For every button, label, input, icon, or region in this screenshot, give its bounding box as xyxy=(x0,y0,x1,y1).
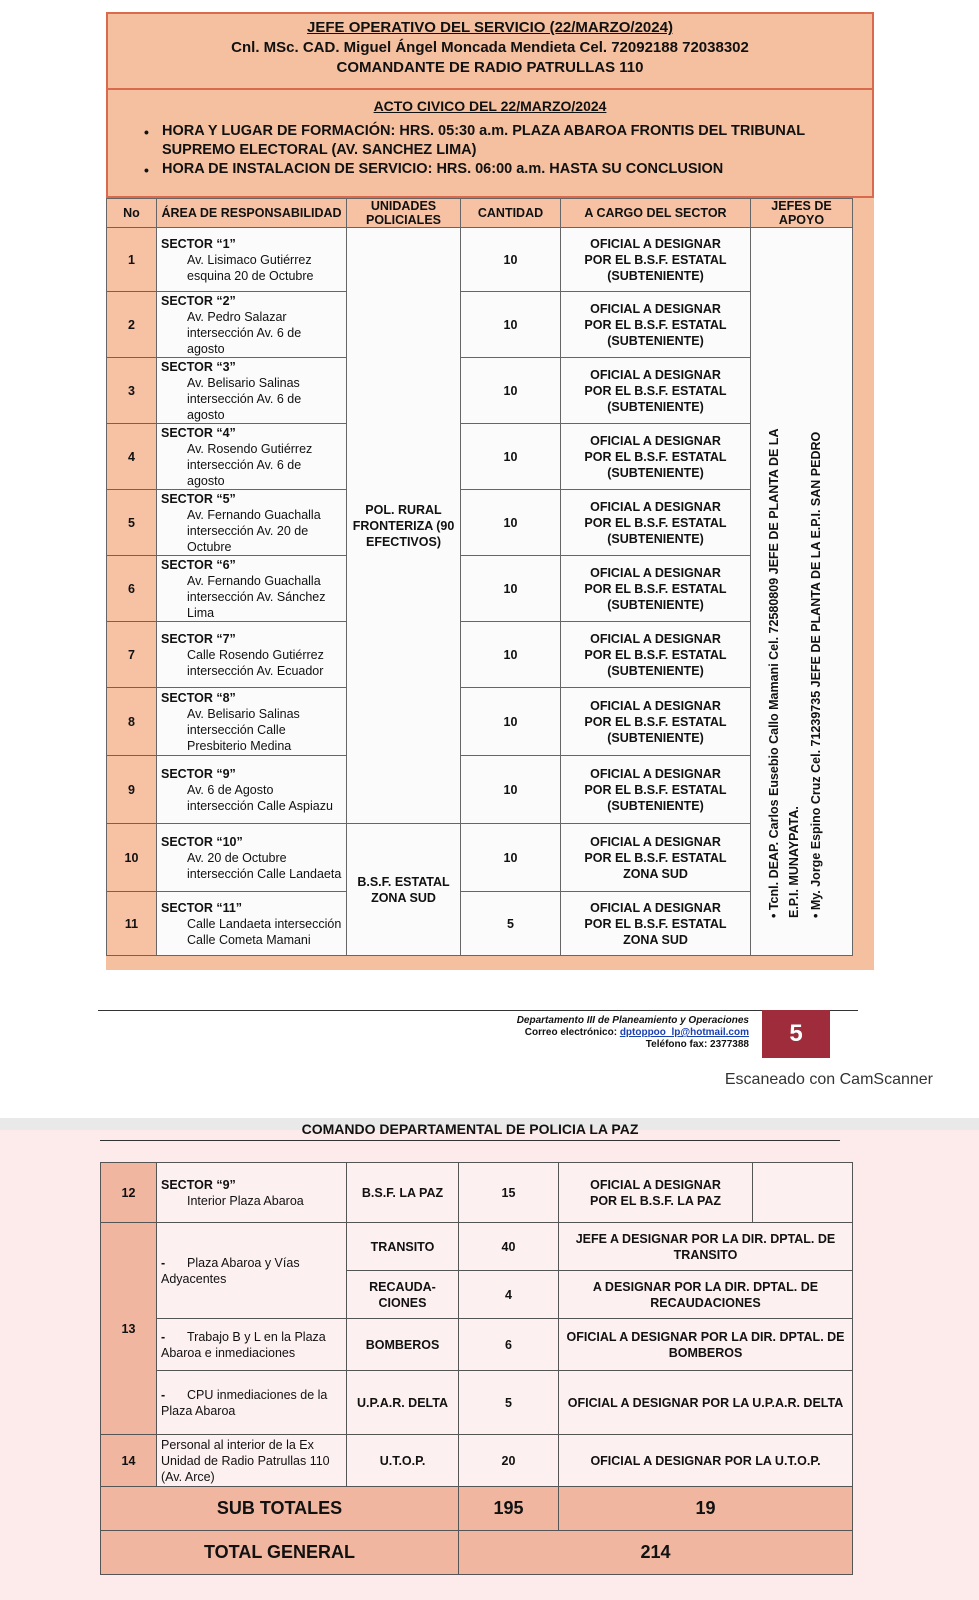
row-cargo-line: OFICIAL A DESIGNAR xyxy=(590,698,721,713)
row-address: Av. Fernando Guachalla intersección Av. 20 de Octubre xyxy=(187,507,321,554)
row-cantidad: 10 xyxy=(461,688,561,756)
row-sector: SECTOR “9” xyxy=(161,766,236,781)
header-line-3: COMANDANTE DE RADIO PATRULLAS 110 xyxy=(336,59,644,76)
row-cargo-line: OFICIAL A DESIGNAR xyxy=(590,565,721,580)
row-cargo-line: (SUBTENIENTE) xyxy=(607,465,704,480)
row-cargo-line: (SUBTENIENTE) xyxy=(607,597,704,612)
row-cargo xyxy=(561,292,751,358)
row-cantidad: 10 xyxy=(461,228,561,292)
table-row xyxy=(101,1163,853,1223)
row-sector: SECTOR “10” xyxy=(161,834,243,849)
row-area xyxy=(157,490,347,556)
table-header-row xyxy=(107,199,853,228)
footer-email-line xyxy=(517,1027,749,1039)
row-unit: B.S.F. LA PAZ xyxy=(347,1163,459,1223)
row-cantidad: 15 xyxy=(459,1163,559,1223)
row-cargo-line: POR EL B.S.F. ESTATAL xyxy=(584,714,727,729)
row-sector xyxy=(161,1177,342,1193)
row-number: 1 xyxy=(107,228,157,292)
row-cantidad: 20 xyxy=(459,1435,559,1487)
row-cargo: A DESIGNAR POR LA DIR. DPTAL. DE RECAUDACIONES xyxy=(559,1271,853,1319)
row-cargo xyxy=(561,490,751,556)
row-cargo-line2: POR EL B.S.F. LA PAZ xyxy=(589,1193,722,1208)
subtotal-row xyxy=(101,1487,853,1531)
row-cargo: OFICIAL A DESIGNAR POR LA U.T.O.P. xyxy=(559,1435,853,1487)
table-row xyxy=(101,1435,853,1487)
row-cargo-line: OFICIAL A DESIGNAR xyxy=(590,499,721,514)
row-area xyxy=(157,292,347,358)
header-line-2: Cnl. MSc. CAD. Miguel Ángel Moncada Mendieta Cel. 72092188 72038302 xyxy=(231,39,749,56)
footer-department: Departamento III de Planeamiento y Operaciones xyxy=(516,1015,749,1026)
row-unit: BOMBEROS xyxy=(347,1319,459,1371)
bullet-instalacion-text: HRS. 06:00 a.m. HASTA SU CONCLUSION xyxy=(432,161,724,177)
table-row xyxy=(107,424,853,490)
header-cantidad: CANTIDAD xyxy=(461,199,561,228)
row-cargo xyxy=(561,228,751,292)
row-area xyxy=(157,424,347,490)
row-number: 8 xyxy=(107,688,157,756)
table-row xyxy=(107,756,853,824)
bullet-formacion-text: HRS. 05:30 a.m. PLAZA ABAROA FRONTIS DEL TRIBUNAL xyxy=(395,123,806,139)
row-address: Av. 6 de Agosto intersección Calle Aspiazu xyxy=(187,782,333,813)
table-row xyxy=(101,1371,853,1435)
camscanner-watermark: Escaneado con CamScanner xyxy=(724,1071,933,1088)
row-area-text: Trabajo B y L en la Plaza Abaroa e inmediaciones xyxy=(161,1329,326,1360)
row-cantidad: 10 xyxy=(461,358,561,424)
row-cargo-line: ZONA SUD xyxy=(623,866,688,881)
table-row xyxy=(107,556,853,622)
total-value: 214 xyxy=(459,1531,853,1575)
row-cargo-line: (SUBTENIENTE) xyxy=(607,730,704,745)
row-cargo xyxy=(561,556,751,622)
jefe-apoyo-1-cont: E.P.I. MUNAYPATA. xyxy=(787,806,801,918)
header-cargo: A CARGO DEL SECTOR xyxy=(561,199,751,228)
row-cargo-line: OFICIAL A DESIGNAR xyxy=(590,900,721,915)
page-number-badge: 5 xyxy=(762,1010,830,1058)
row-number: 2 xyxy=(107,292,157,358)
row-cargo: OFICIAL A DESIGNAR POR LA U.P.A.R. DELTA xyxy=(559,1371,853,1435)
row-unit: U.T.O.P. xyxy=(347,1435,459,1487)
subtotal-jefes: 19 xyxy=(559,1487,853,1531)
row-cargo-line: OFICIAL A DESIGNAR xyxy=(590,301,721,316)
total-row xyxy=(101,1531,853,1575)
row-cargo xyxy=(561,358,751,424)
row-cantidad: 40 xyxy=(459,1223,559,1271)
row-cargo-line: OFICIAL A DESIGNAR xyxy=(590,766,721,781)
row-number: 7 xyxy=(107,622,157,688)
row-area xyxy=(157,824,347,892)
dash: - xyxy=(161,1255,166,1270)
row-cargo xyxy=(561,892,751,956)
page2-title-divider xyxy=(100,1140,840,1141)
page2-title: COMANDO DEPARTAMENTAL DE POLICIA LA PAZ xyxy=(301,1121,639,1137)
header-area: ÁREA DE RESPONSABILIDAD xyxy=(157,199,347,228)
jefe-apoyo-2: • My. Jorge Espino Cruz Cel. 71239735 JEFE DE PLANTA DE LA E.P.I. SAN PEDRO xyxy=(809,431,823,918)
row-cargo-line: OFICIAL A DESIGNAR xyxy=(590,433,721,448)
row-sector: SECTOR “2” xyxy=(161,293,236,308)
row-cargo-line: POR EL B.S.F. ESTATAL xyxy=(584,850,727,865)
table-row xyxy=(107,490,853,556)
table-row xyxy=(101,1223,853,1271)
footer-contact xyxy=(517,1015,749,1051)
row-cargo-line: (SUBTENIENTE) xyxy=(607,268,704,283)
row-sector: SECTOR “7” xyxy=(161,631,236,646)
row-area: Personal al interior de la Ex Unidad de Radio Patrullas 110 (Av. Arce) xyxy=(157,1435,347,1487)
row-sector: SECTOR “8” xyxy=(161,690,236,705)
row-area xyxy=(157,892,347,956)
row-address: Av. Belisario Salinas intersección Calle Presbiterio Medina xyxy=(187,706,300,753)
row-cantidad: 10 xyxy=(461,756,561,824)
row-area xyxy=(157,358,347,424)
row-number: 11 xyxy=(107,892,157,956)
subtotal-cantidad: 195 xyxy=(459,1487,559,1531)
table-row xyxy=(107,824,853,892)
row-cantidad: 10 xyxy=(461,292,561,358)
row-cargo xyxy=(561,622,751,688)
row-area xyxy=(157,1223,347,1319)
row-number: 6 xyxy=(107,556,157,622)
row-cargo-line: OFICIAL A DESIGNAR xyxy=(590,834,721,849)
dash: - xyxy=(161,1387,166,1402)
table-row xyxy=(107,292,853,358)
bullet-instalacion xyxy=(162,160,723,179)
row-cargo-line: POR EL B.S.F. ESTATAL xyxy=(584,916,727,931)
bullet-formacion-cont: SUPREMO ELECTORAL (AV. SANCHEZ LIMA) xyxy=(162,142,477,158)
table-row xyxy=(101,1319,853,1371)
row-area xyxy=(157,1371,347,1435)
row-cargo-line: (SUBTENIENTE) xyxy=(607,333,704,348)
row-cargo-line: ZONA SUD xyxy=(623,932,688,947)
row-cantidad: 10 xyxy=(461,490,561,556)
row-area-text: Plaza Abaroa y Vías Adyacentes xyxy=(161,1255,300,1286)
row-area xyxy=(157,622,347,688)
row-cargo-line: POR EL B.S.F. ESTATAL xyxy=(584,449,727,464)
row-cantidad: 5 xyxy=(461,892,561,956)
row-area xyxy=(157,756,347,824)
row-area xyxy=(157,1163,347,1223)
footer-email-link[interactable]: dptoppoo_lp@hotmail.com xyxy=(619,1027,749,1038)
row-cargo-line: POR EL B.S.F. ESTATAL xyxy=(584,782,727,797)
table-row xyxy=(107,228,853,292)
table-row xyxy=(107,688,853,756)
bullet-instalacion-label: HORA DE INSTALACION DE SERVICIO: xyxy=(162,161,433,177)
bullet-formacion-label: HORA Y LUGAR DE FORMACIÓN: xyxy=(162,123,396,139)
row-cargo-line: POR EL B.S.F. ESTATAL xyxy=(584,383,727,398)
row-cantidad: 10 xyxy=(461,556,561,622)
row-address: Av. Lisimaco Gutiérrez esquina 20 de Octubre xyxy=(187,252,314,283)
row-address: Calle Landaeta intersección Calle Cometa Mamani xyxy=(187,916,342,947)
row-cargo-line: OFICIAL A DESIGNAR xyxy=(590,631,721,646)
row-number: 5 xyxy=(107,490,157,556)
row-cantidad: 10 xyxy=(461,622,561,688)
row-cantidad: 10 xyxy=(461,824,561,892)
row-sector: SECTOR “6” xyxy=(161,557,236,572)
row-area xyxy=(157,228,347,292)
row-cargo-line: (SUBTENIENTE) xyxy=(607,663,704,678)
row-address: Av. Rosendo Gutiérrez intersección Av. 6 de agosto xyxy=(187,441,313,488)
row-number: 13 xyxy=(101,1223,157,1435)
row-cargo-line: (SUBTENIENTE) xyxy=(607,798,704,813)
bullet-dot-2: • xyxy=(144,162,149,178)
row-cargo-line: OFICIAL A DESIGNAR xyxy=(590,367,721,382)
row-sector: SECTOR “4” xyxy=(161,425,236,440)
row-sector: SECTOR “11” xyxy=(161,900,243,915)
row-unit: TRANSITO xyxy=(347,1223,459,1271)
footer-email-label: Correo electrónico: xyxy=(524,1027,620,1038)
row-cantidad: 4 xyxy=(459,1271,559,1319)
row-cantidad: 5 xyxy=(459,1371,559,1435)
row-address: Interior Plaza Abaroa xyxy=(187,1193,304,1208)
row-address: Calle Rosendo Gutiérrez intersección Av. Ecuador xyxy=(187,647,324,678)
bullet-dot-1: • xyxy=(144,124,149,140)
row-number: 12 xyxy=(101,1163,157,1223)
row-cargo xyxy=(561,756,751,824)
footer-phone: Teléfono fax: 2377388 xyxy=(645,1039,749,1050)
table-row xyxy=(107,622,853,688)
row-cantidad: 10 xyxy=(461,424,561,490)
row-unit: U.P.A.R. DELTA xyxy=(347,1371,459,1435)
row-area xyxy=(157,556,347,622)
row-unit: RECAUDA-CIONES xyxy=(347,1271,459,1319)
row-cargo-line: POR EL B.S.F. ESTATAL xyxy=(584,515,727,530)
page2-table xyxy=(100,1162,853,1575)
header-unidades: UNIDADES POLICIALES xyxy=(347,199,461,228)
row-number: 4 xyxy=(107,424,157,490)
row-sector: SECTOR “3” xyxy=(161,359,236,374)
row-cantidad: 6 xyxy=(459,1319,559,1371)
row-cargo-line: POR EL B.S.F. ESTATAL xyxy=(584,317,727,332)
footer-divider xyxy=(98,1010,858,1011)
total-label: TOTAL GENERAL xyxy=(101,1531,459,1575)
table-row xyxy=(107,358,853,424)
dash: - xyxy=(161,1329,166,1344)
subtotal-label: SUB TOTALES xyxy=(101,1487,459,1531)
row-area xyxy=(157,1319,347,1371)
row-cargo: JEFE A DESIGNAR POR LA DIR. DPTAL. DE TRANSITO xyxy=(559,1223,853,1271)
row-sector-label: SECTOR “9” xyxy=(161,1177,236,1192)
row-sector: SECTOR “5” xyxy=(161,491,236,506)
header-line-1: JEFE OPERATIVO DEL SERVICIO (22/MARZO/2024) xyxy=(307,19,673,36)
row-address: Av. 20 de Octubre intersección Calle Landaeta xyxy=(187,850,342,881)
acto-title: ACTO CIVICO DEL 22/MARZO/2024 xyxy=(373,98,607,114)
row-number: 9 xyxy=(107,756,157,824)
row-sector: SECTOR “1” xyxy=(161,236,236,251)
row-cargo xyxy=(561,424,751,490)
row-address: Av. Belisario Salinas intersección Av. 6 de agosto xyxy=(187,375,302,422)
row-cargo xyxy=(561,824,751,892)
row-cargo-line: POR EL B.S.F. ESTATAL xyxy=(584,581,727,596)
row-cargo-line: POR EL B.S.F. ESTATAL xyxy=(584,647,727,662)
row-cargo: OFICIAL A DESIGNAR POR LA DIR. DPTAL. DE BOMBEROS xyxy=(559,1319,853,1371)
row-area-text: CPU inmediaciones de la Plaza Abaroa xyxy=(161,1387,328,1418)
row-cargo-line: (SUBTENIENTE) xyxy=(607,531,704,546)
row-cargo-line: OFICIAL A DESIGNAR xyxy=(590,236,721,251)
row-cargo xyxy=(559,1163,753,1223)
unit-group-bsf: B.S.F. ESTATAL ZONA SUD xyxy=(347,824,461,956)
row-area xyxy=(157,688,347,756)
header-no: No xyxy=(107,199,157,228)
row-number: 10 xyxy=(107,824,157,892)
header-jefes: JEFES DE APOYO xyxy=(751,199,853,228)
bullet-formacion xyxy=(162,122,805,141)
row-cargo-line: (SUBTENIENTE) xyxy=(607,399,704,414)
table-row xyxy=(107,892,853,956)
row-cargo-line1: OFICIAL A DESIGNAR xyxy=(590,1177,721,1192)
row-jefes-empty xyxy=(753,1163,853,1223)
row-cargo-line: POR EL B.S.F. ESTATAL xyxy=(584,252,727,267)
jefes-de-apoyo-cell xyxy=(751,228,853,956)
row-address: Av. Pedro Salazar intersección Av. 6 de agosto xyxy=(187,309,302,356)
jefe-apoyo-1: • Tcnl. DEAP. Carlos Eusebio Callo Mamani Cel. 72580809 JEFE DE PLANTA DE LA xyxy=(767,428,781,918)
row-number: 14 xyxy=(101,1435,157,1487)
row-address: Av. Fernando Guachalla intersección Av. Sánchez Lima xyxy=(187,573,326,620)
row-cargo xyxy=(561,688,751,756)
unit-group-rural: POL. RURAL FRONTERIZA (90 EFECTIVOS) xyxy=(347,228,461,824)
row-number: 3 xyxy=(107,358,157,424)
sectors-table xyxy=(106,198,853,956)
